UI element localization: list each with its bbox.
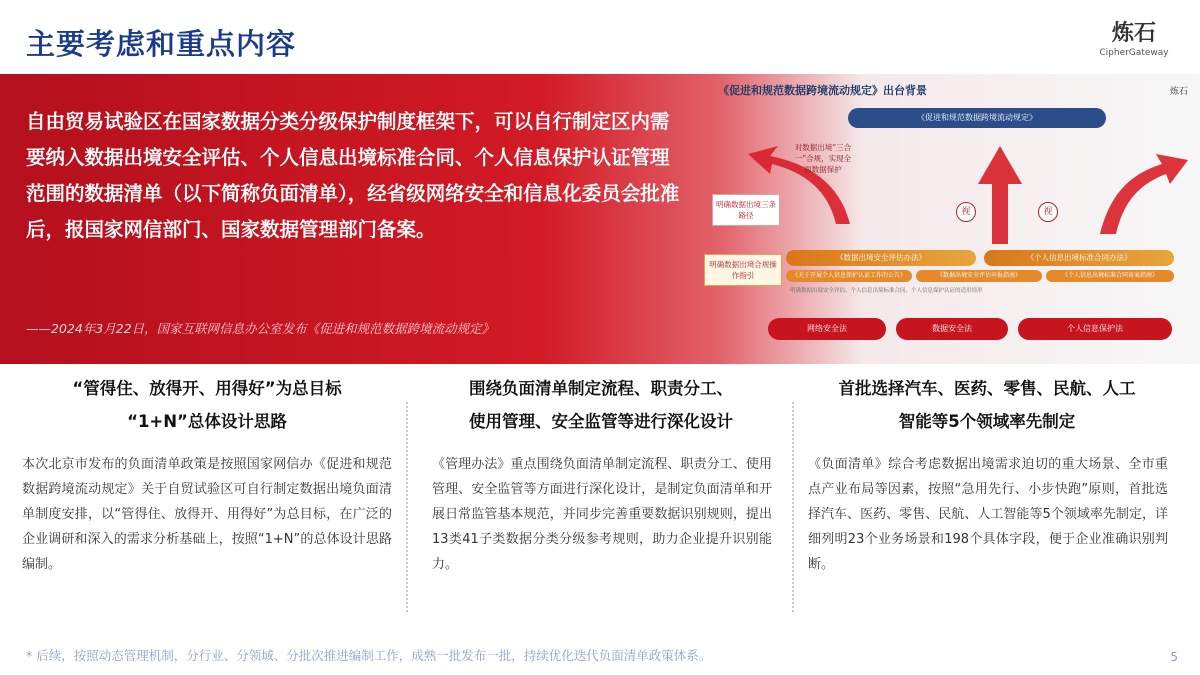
column-2-heading-line2: 使用管理、安全监管等进行深化设计 (469, 412, 733, 431)
background-diagram (700, 74, 1200, 364)
column-2-heading-line1: 围绕负面清单制定流程、职责分工、 (469, 379, 733, 398)
column-1-heading-line1: “管得住、放得开、用得好”为总目标 (72, 379, 342, 398)
page-title: 主要考虑和重点内容 (26, 27, 297, 61)
column-1-body: 本次北京市发布的负面清单政策是按照国家网信办《促进和规范数据跨境流动规定》关于自贸试验区可自行制定数据出境负面清单制度安排，以“管得住、放得开、用得好”为总目标，在广泛的企业调研和深入的需求分析基础上，按照“1+N”的总体设计思路编制。 (22, 457, 392, 572)
diagram-note-top: 对数据出境“三合一”合规，实现全面数据保护 (794, 143, 852, 174)
center-up-arrow (978, 146, 1022, 244)
diagram-tiny-text: 明确数据出境安全评估、个人信息出境标准合同、个人信息保护认证的适用情形 (790, 288, 983, 294)
diagram-law-3: 个人信息保护法 (1018, 318, 1172, 340)
diagram-orange-2: 《个人信息出境标准合同办法》 (984, 250, 1174, 266)
diagram-logo: 炼石 (1169, 87, 1188, 97)
diagram-orange-1: 《数据出境安全评估办法》 (786, 250, 976, 266)
logo-main-text: 炼石 (1111, 21, 1156, 46)
footer-note: * 后续，按照动态管理机制，分行业、分领域、分批次推进编制工作，成熟一批发布一批，持续优化迭代负面清单政策体系。 (26, 648, 712, 663)
logo-sub-text: CipherGateway (1099, 48, 1169, 58)
column-2 (416, 372, 786, 577)
column-1 (22, 372, 392, 577)
right-curve-arrow (1100, 154, 1188, 234)
banner-source: ——2024年3月22日，国家互联网信息办公室发布《促进和规范数据跨境流动规定》 (26, 321, 495, 336)
diagram-circle-1: 视 (956, 202, 976, 222)
column-3-body: 《负面清单》综合考虑数据出境需求迫切的重大场景、全市重点产业布局等因素，按照“急用先行、小步快跑”原则，首批选择汽车、医药、零售、民航、人工智能等5个领域率先制定，详细列明23个业务场景和198个具体字段，便于企业准确识别判断。 (808, 457, 1168, 572)
diagram-orange-small-1: 《关于开展个人信息保护认证工作的公告》 (786, 270, 912, 282)
diagram-law-1: 网络安全法 (768, 318, 886, 340)
diagram-orange-small-3: 《个人信息出境标准合同备案指南》 (1046, 270, 1174, 282)
page-number: 5 (1170, 650, 1178, 664)
column-1-heading (22, 372, 392, 440)
column-2-body: 《管理办法》重点围绕负面清单制定流程、职责分工、使用管理、安全监管等方面进行深化设计，是制定负面清单和开展日常监管基本规范，并同步完善重要数据识别规则，提出13类41子类数据分类分级参考规则，助力企业提升识别能力。 (432, 457, 772, 572)
diagram-law-2: 数据安全法 (896, 318, 1008, 340)
diagram-circle-2: 视 (1038, 202, 1058, 222)
column-divider-1 (406, 402, 408, 612)
column-3-heading (802, 372, 1172, 440)
column-divider-2 (792, 402, 794, 612)
diagram-title: 《促进和规范数据跨境流动规定》出台背景 (718, 84, 927, 97)
diagram-note-left: 明确数据出境三条路径 (712, 194, 780, 226)
column-2-heading (416, 372, 786, 440)
brand-logo (1090, 22, 1178, 59)
column-1-heading-line2: “1+N”总体设计思路 (127, 412, 287, 431)
diagram-note-bottom: 明确数据出境合规操作指引 (704, 254, 782, 286)
diagram-orange-small-2: 《数据出境安全评估申报指南》 (916, 270, 1042, 282)
column-3-heading-line1: 首批选择汽车、医药、零售、民航、人工 (838, 379, 1136, 398)
diagram-blue-bar: 《促进和规范数据跨境流动规定》 (848, 108, 1106, 128)
column-3 (802, 372, 1172, 577)
banner-quote: 自由贸易试验区在国家数据分类分级保护制度框架下，可以自行制定区内需要纳入数据出境安全评估、个人信息出境标准合同、个人信息保护认证管理范围的数据清单（以下简称负面清单），经省级网络安全和信息化委员会批准后，报国家网信部门、国家数据管理部门备案。 (26, 110, 680, 241)
column-3-heading-line2: 智能等5个领域率先制定 (898, 412, 1076, 431)
